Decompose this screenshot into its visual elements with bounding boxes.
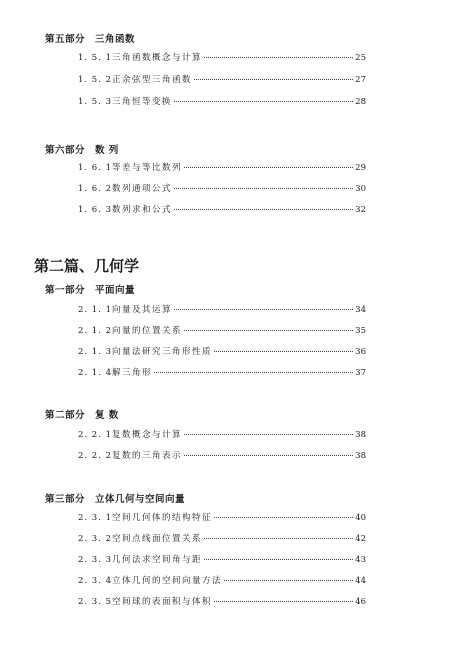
toc-entry[interactable] xyxy=(78,95,366,109)
dot-leader xyxy=(174,209,353,210)
toc-entry[interactable] xyxy=(78,303,366,317)
section-title-plane-vectors: 第一部分 平面向量 xyxy=(45,285,136,296)
dot-leader xyxy=(174,309,353,310)
entry-page-number: 36 xyxy=(355,347,366,357)
entry-page-number: 38 xyxy=(355,430,366,440)
toc-entry[interactable] xyxy=(78,532,366,546)
entry-page-number: 27 xyxy=(355,75,366,85)
dot-leader xyxy=(184,167,353,168)
toc-entry[interactable] xyxy=(78,595,366,609)
dot-leader xyxy=(194,79,353,80)
entry-number: 2. 1. 2 xyxy=(78,326,113,336)
toc-entry[interactable] xyxy=(78,511,366,525)
entry-page-number: 42 xyxy=(355,534,366,544)
entry-title: 复数的三角表示 xyxy=(112,451,183,461)
toc-entry[interactable] xyxy=(78,574,366,588)
toc-entry[interactable] xyxy=(78,203,366,217)
dot-leader xyxy=(214,351,353,352)
toc-entry[interactable] xyxy=(78,182,366,196)
entry-number: 2. 3. 1 xyxy=(78,513,113,523)
entry-number: 2. 3. 5 xyxy=(78,597,113,607)
entry-page-number: 40 xyxy=(355,513,366,523)
entry-page-number: 43 xyxy=(355,555,366,565)
toc-entry[interactable] xyxy=(78,553,366,567)
entry-title: 空间几何体的结构特征 xyxy=(112,513,213,523)
entry-title: 空间点线面位置关系 xyxy=(112,534,203,544)
entry-number: 1. 5. 1 xyxy=(78,53,113,63)
toc-entry[interactable] xyxy=(78,73,366,87)
section-title-sequences: 第六部分 数 列 xyxy=(45,145,119,156)
entry-page-number: 28 xyxy=(355,97,366,107)
entry-title: 三角恒等变换 xyxy=(112,97,173,107)
dot-leader xyxy=(174,188,353,189)
entry-page-number: 25 xyxy=(355,53,366,63)
dot-leader xyxy=(174,101,353,102)
entry-title: 数列通项公式 xyxy=(112,184,173,194)
entry-page-number: 38 xyxy=(355,451,366,461)
entry-number: 2. 1. 3 xyxy=(78,347,113,357)
dot-leader xyxy=(204,57,353,58)
entry-number: 1. 5. 2 xyxy=(78,75,113,85)
entry-number: 2. 2. 1 xyxy=(78,430,113,440)
chapter-title-geometry: 第二篇、几何学 xyxy=(34,257,140,275)
entry-title: 空间球的表面积与体积 xyxy=(112,597,213,607)
toc-entry[interactable] xyxy=(78,324,366,338)
entry-title: 向量及其运算 xyxy=(112,305,173,315)
dot-leader xyxy=(184,434,353,435)
toc-entry[interactable] xyxy=(78,345,366,359)
entry-page-number: 29 xyxy=(355,163,366,173)
entry-number: 1. 6. 2 xyxy=(78,184,113,194)
entry-title: 复数概念与计算 xyxy=(112,430,183,440)
dot-leader xyxy=(224,580,353,581)
toc-entry[interactable] xyxy=(78,51,366,65)
entry-number: 2. 3. 4 xyxy=(78,576,113,586)
entry-number: 2. 1. 1 xyxy=(78,305,113,315)
entry-title: 向量的位置关系 xyxy=(112,326,183,336)
dot-leader xyxy=(204,538,353,539)
entry-title: 解三角形 xyxy=(112,368,153,378)
section-title-solid-geometry: 第三部分 立体几何与空间向量 xyxy=(45,494,186,505)
entry-title: 正余弦型三角函数 xyxy=(112,75,193,85)
section-title-complex-numbers: 第二部分 复 数 xyxy=(45,410,119,421)
dot-leader xyxy=(214,517,353,518)
toc-entry[interactable] xyxy=(78,366,366,380)
entry-title: 立体几何的空间向量方法 xyxy=(112,576,223,586)
section-title-trigonometry: 第五部分 三角函数 xyxy=(45,34,136,45)
entry-page-number: 44 xyxy=(355,576,366,586)
entry-title: 三角函数概念与计算 xyxy=(112,53,203,63)
entry-page-number: 37 xyxy=(355,368,366,378)
entry-number: 1. 5. 3 xyxy=(78,97,113,107)
entry-number: 2. 1. 4 xyxy=(78,368,113,378)
entry-title: 数列求和公式 xyxy=(112,205,173,215)
entry-page-number: 34 xyxy=(355,305,366,315)
entry-title: 等差与等比数列 xyxy=(112,163,183,173)
dot-leader xyxy=(154,372,353,373)
entry-number: 2. 2. 2 xyxy=(78,451,113,461)
entry-number: 2. 3. 3 xyxy=(78,555,113,565)
dot-leader xyxy=(214,601,353,602)
dot-leader xyxy=(204,559,353,560)
entry-number: 1. 6. 1 xyxy=(78,163,113,173)
entry-title: 向量法研究三角形性质 xyxy=(112,347,213,357)
entry-page-number: 46 xyxy=(355,597,366,607)
toc-entry[interactable] xyxy=(78,449,366,463)
entry-title: 几何法求空间角与距 xyxy=(112,555,203,565)
entry-number: 1. 6. 3 xyxy=(78,205,113,215)
entry-page-number: 32 xyxy=(355,205,366,215)
entry-number: 2. 3. 2 xyxy=(78,534,113,544)
dot-leader xyxy=(184,330,353,331)
dot-leader xyxy=(184,455,353,456)
entry-page-number: 35 xyxy=(355,326,366,336)
entry-page-number: 30 xyxy=(355,184,366,194)
toc-entry[interactable] xyxy=(78,161,366,175)
toc-entry[interactable] xyxy=(78,428,366,442)
